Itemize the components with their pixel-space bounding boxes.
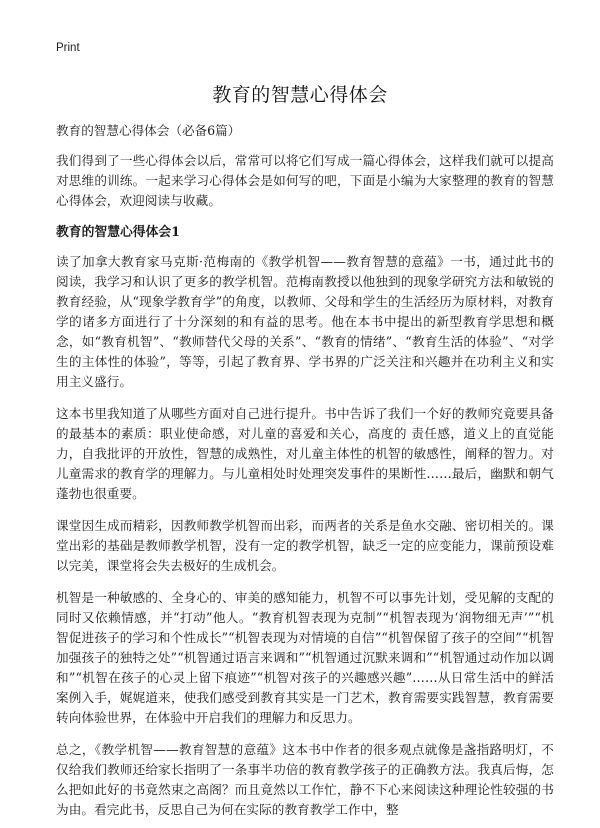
paragraph-3: 课堂因生成而精彩，因教师教学机智而出彩，而两者的关系是鱼水交融、密切相关的。课堂出彩的基础是教师教学机智，没有一定的教学机智，缺乏一定的应变能力，课前预设难以完美，课堂将会失去极好的生成机会。 xyxy=(56,518,554,573)
paragraph-4: 机智是一种敏感的、全身心的、审美的感知能力，机智不可以事先计划，受见解的支配的同时又依赖情感，并“打动”他人。“教育机智表现为克制”“机智表现为‘润物细无声’”“机智促进孩子的学习和个性成长”“机智表现为对情境的自信”“机智保留了孩子的空间”“机智加强孩子的独特之处”“机智通过语言来调和”“机智通过沉默来调和”“机智通过动作加以调和”“机智在孩子的心灵上留下痕迹”“机智对孩子的兴趣感兴趣”……从日常生活中的鲜活案例入手，娓娓道来，使我们感受到教育其实是一门艺术，教育需要实践智慧，教育需要转向体验世界，在体验中开启我们的理解力和反思力。 xyxy=(56,590,554,725)
intro-paragraph: 我们得到了一些心得体会以后，常常可以将它们写成一篇心得体会，这样我们就可以提高对思维的训练。一起来学习心得体会是如何写的吧，下面是小编为大家整理的教育的智慧心得体会，欢迎阅读与收藏。 xyxy=(56,153,554,208)
print-label[interactable]: Print xyxy=(56,42,80,54)
paragraph-2: 这本书里我知道了从哪些方面对自己进行提升。书中告诉了我们一个好的教师究竟要具备的最基本的素质：职业使命感，对儿童的喜爱和关心，高度的 责任感，道义上的直觉能力，自我批评的开放性，智慧的成熟性，对儿童主体性的机智的敏感性，阐释的智力。对儿童需求的教育学的理解力。与儿童相处时处理突发事件的果断性……最后，幽默和朝气蓬勃也很重要。 xyxy=(56,406,554,501)
document-subtitle: 教育的智慧心得体会（必备6篇） xyxy=(56,123,241,138)
paragraph-1: 读了加拿大教育家马克斯·范梅南的《教学机智——教育智慧的意蕴》一书，通过此书的阅读，我学习和认识了更多的教学机智。范梅南教授以他独到的现象学研究方法和敏锐的教育经验，从“现象学教育学”的角度，以教师、父母和学生的生活经历为原材料，对教育学的诸多方面进行了十分深刻的和有益的思考。他在本书中提出的新型教育学思想和概念，如“教育机智”、“教师替代父母的关系”、“教育的情绪”、“教育生活的体验”、“对学生的主体性的体验”，等等，引起了教育界、学书界的广泛关注和兴趣并在功利主义和实用主义盛行。 xyxy=(56,254,554,389)
document-body xyxy=(56,121,554,828)
section-heading: 教育的智慧心得体会1 xyxy=(56,225,181,240)
page-title: 教育的智慧心得体会 xyxy=(212,84,388,106)
paragraph-5: 总之，《教学机智——教育智慧的意蕴》这本书中作者的很多观点就像是盏指路明灯，不仅给我们教师还给家长指明了一条事半功倍的教育教学孩子的正确教方法。我真后悔，怎么把如此好的书竟然束之高阁？而且竟然以工作忙，静不下心来阅读这种理论性较强的书为由。看完此书，反思自己为何在实际的教育教学工作中，整 xyxy=(56,742,554,817)
